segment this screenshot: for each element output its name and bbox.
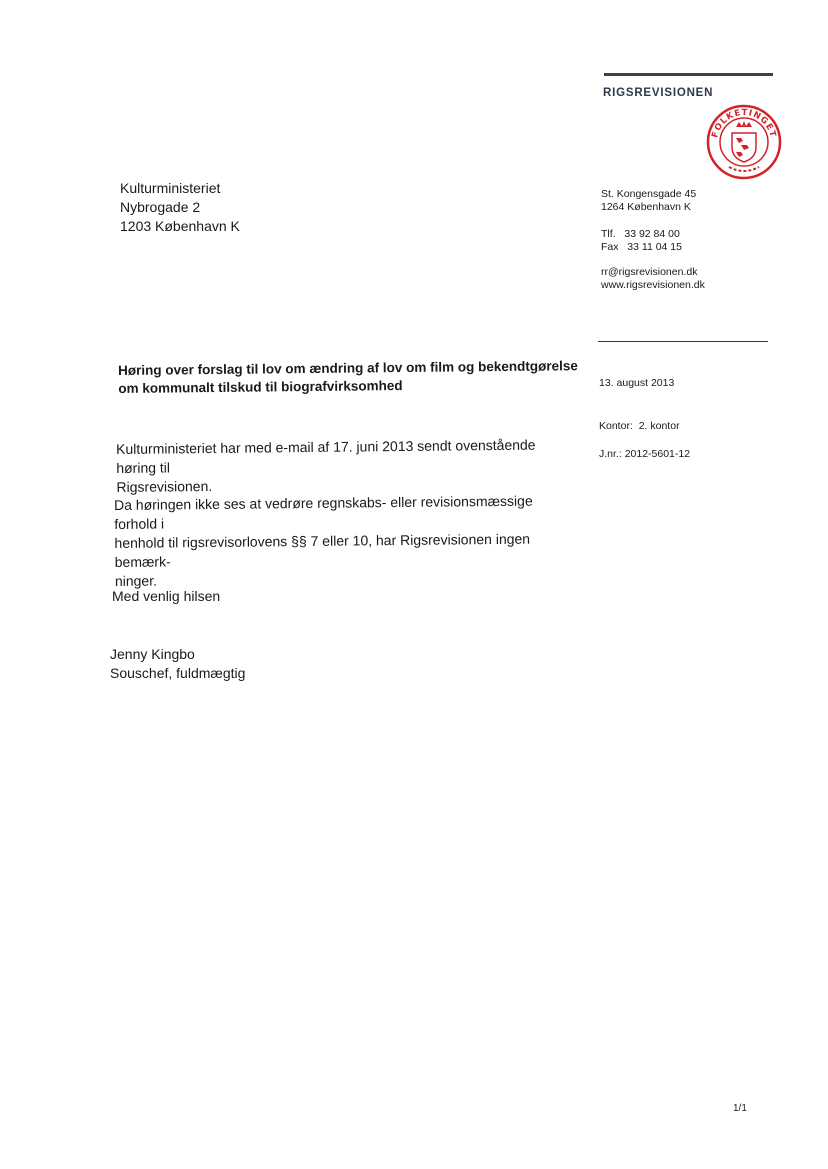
letterhead-rule: [604, 73, 773, 76]
folketinget-seal-icon: [705, 103, 783, 181]
recipient-address: [120, 179, 240, 236]
body-paragraph-1: Kulturministeriet har med e-mail af 17. juni 2013 sendt ovenstående høring til Rigsrevisionen.: [116, 436, 536, 495]
closing-greeting: Med venlig hilsen: [112, 588, 221, 604]
letter-subject: [118, 357, 578, 398]
letter-date: 13. august 2013: [599, 377, 675, 389]
seal-text: FOLKETINGET: [710, 107, 778, 139]
subject-line: Høring over forslag til lov om ændring af lov om film og bekendtgørelse: [118, 358, 578, 378]
sender-street: St. Kongensgade 45: [601, 188, 697, 200]
signer-name: Jenny Kingbo: [110, 646, 195, 662]
sender-fax: Fax 33 11 04 15: [601, 241, 682, 253]
organization-name: RIGSREVISIONEN: [603, 87, 714, 99]
kontor-reference: Kontor: 2. kontor: [599, 420, 680, 432]
recipient-line: Kulturministeriet: [120, 180, 221, 196]
signer-title: Souschef, fuldmægtig: [110, 665, 246, 681]
journal-number: J.nr.: 2012-5601-12: [599, 448, 691, 460]
page-number: 1/1: [733, 1103, 747, 1114]
sender-phone: Tlf. 33 92 84 00: [601, 228, 680, 240]
recipient-line: 1203 København K: [120, 218, 240, 234]
recipient-line: Nybrogade 2: [120, 199, 201, 215]
sidebar-divider: [598, 341, 768, 342]
signature-block: [110, 645, 245, 683]
sender-email: rr@rigsrevisionen.dk: [601, 266, 698, 278]
subject-line: om kommunalt tilskud til biografvirksomhed: [118, 378, 403, 396]
sender-website: www.rigsrevisionen.dk: [601, 279, 705, 291]
sender-city: 1264 København K: [601, 201, 691, 213]
sender-contact-block: [601, 188, 705, 292]
body-paragraph-2: Da høringen ikke ses at vedrøre regnskabs- eller revisionsmæssige forhold i henhold til rigsrevisorlovens §§ 7 eller 10, har Rigsrevisionen ingen bemærk- ninger.: [114, 492, 533, 589]
